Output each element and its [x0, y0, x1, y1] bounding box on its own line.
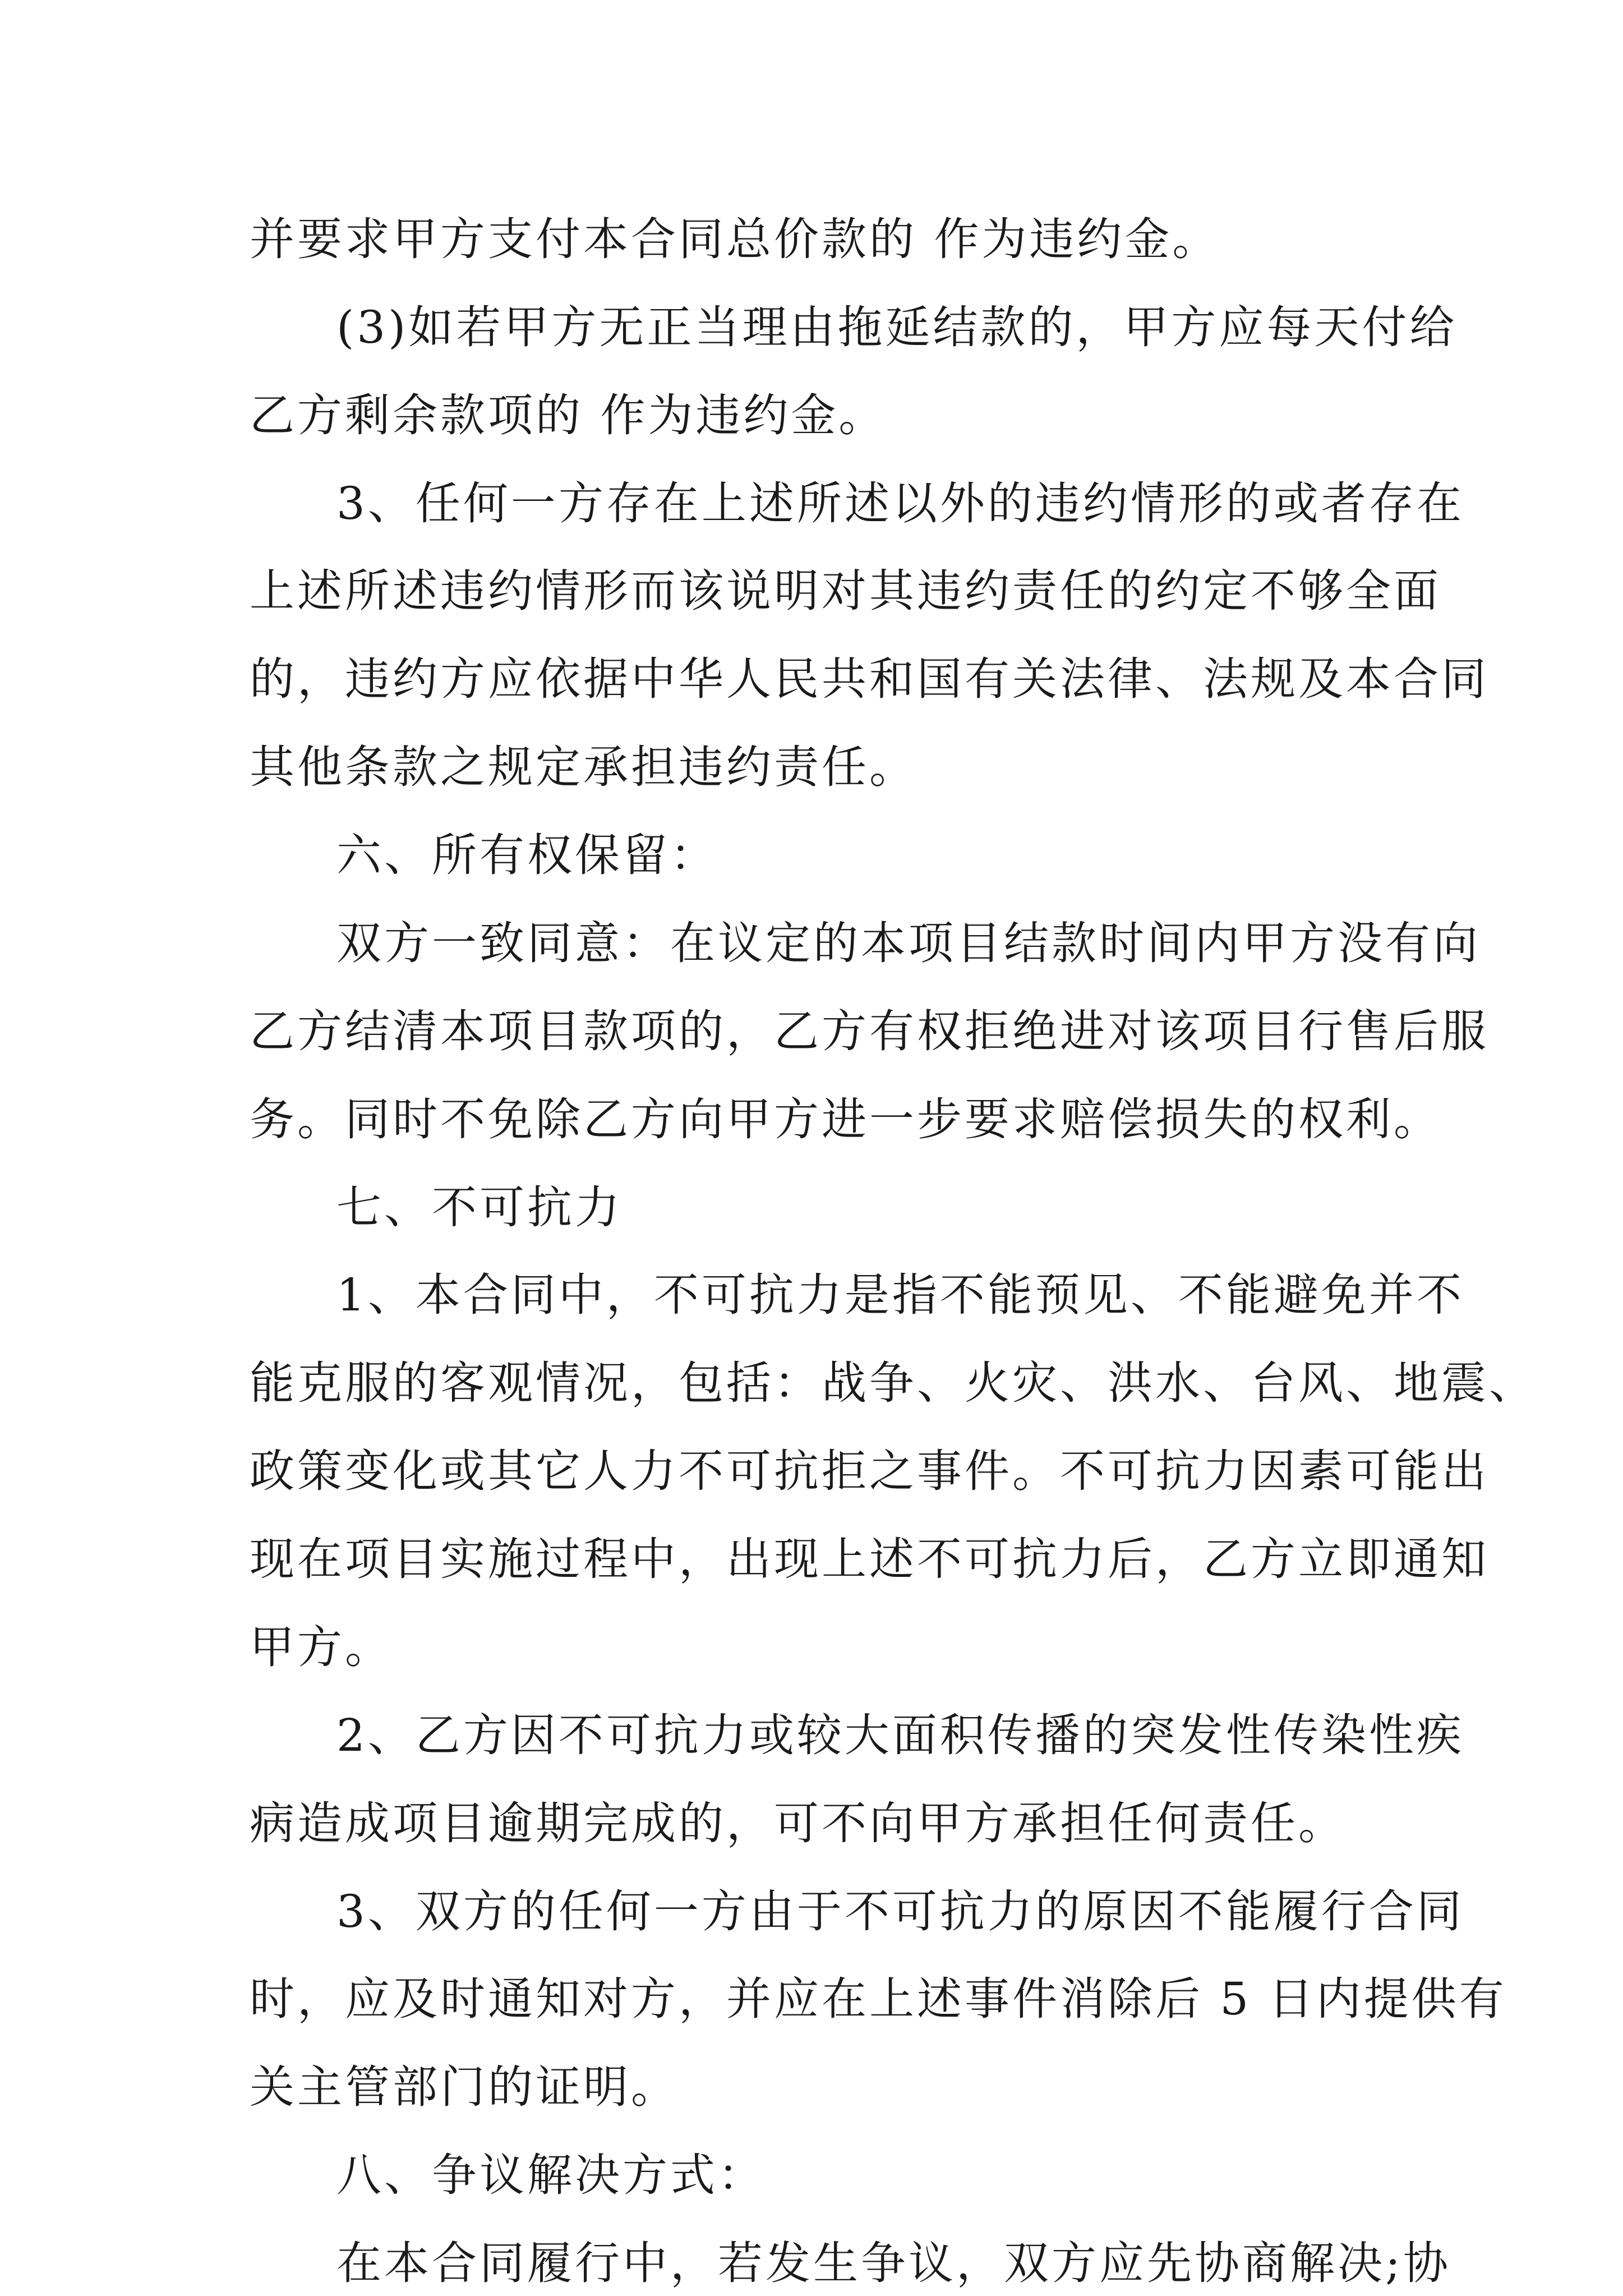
section-heading: 七、不可抗力: [336, 1181, 623, 1234]
text-line: (3)如若甲方无正当理由拖延结款的，甲方应每天付给: [336, 301, 1458, 353]
text-line: 并要求甲方支付本合同总价款的 作为违约金。: [250, 213, 1220, 265]
text-line: 2、乙方因不可抗力或较大面积传播的突发性传染性疾: [336, 1709, 1464, 1761]
text-line: 能克服的客观情况，包括：战争、火灾、洪水、台风、地震、: [250, 1357, 1537, 1409]
text-line: 甲方。: [250, 1621, 393, 1673]
section-heading: 六、所有权保留：: [336, 829, 718, 881]
text-line: 上述所述违约情形而该说明对其违约责任的约定不够全面: [250, 565, 1441, 617]
text-line: 病造成项目逾期完成的，可不向甲方承担任何责任。: [250, 1797, 1346, 1849]
section-heading: 八、争议解决方式：: [336, 2149, 766, 2201]
text-line: 时，应及时通知对方，并应在上述事件消除后 5 日内提供有: [250, 1973, 1507, 2025]
text-line: 乙方剩余款项的 作为违约金。: [250, 389, 887, 441]
text-line: 的，违约方应依据中华人民共和国有关法律、法规及本合同: [250, 653, 1489, 705]
text-line: 务。同时不免除乙方向甲方进一步要求赔偿损失的权利。: [250, 1093, 1441, 1145]
text-line: 其他条款之规定承担违约责任。: [250, 741, 917, 793]
text-line: 3、双方的任何一方由于不可抗力的原因不能履行合同: [336, 1885, 1464, 1938]
text-line: 乙方结清本项目款项的，乙方有权拒绝进对该项目行售后服: [250, 1005, 1489, 1057]
text-line: 1、本合同中，不可抗力是指不能预见、不能避免并不: [336, 1269, 1464, 1321]
text-line: 在本合同履行中，若发生争议，双方应先协商解决;协: [336, 2237, 1451, 2289]
text-line: 关主管部门的证明。: [250, 2061, 679, 2113]
text-line: 3、任何一方存在上述所述以外的违约情形的或者存在: [336, 477, 1464, 530]
text-line: 双方一致同意：在议定的本项目结款时间内甲方没有向: [336, 917, 1481, 969]
text-line: 现在项目实施过程中，出现上述不可抗力后，乙方立即通知: [250, 1533, 1489, 1585]
text-line: 政策变化或其它人力不可抗拒之事件。不可抗力因素可能出: [250, 1445, 1489, 1497]
